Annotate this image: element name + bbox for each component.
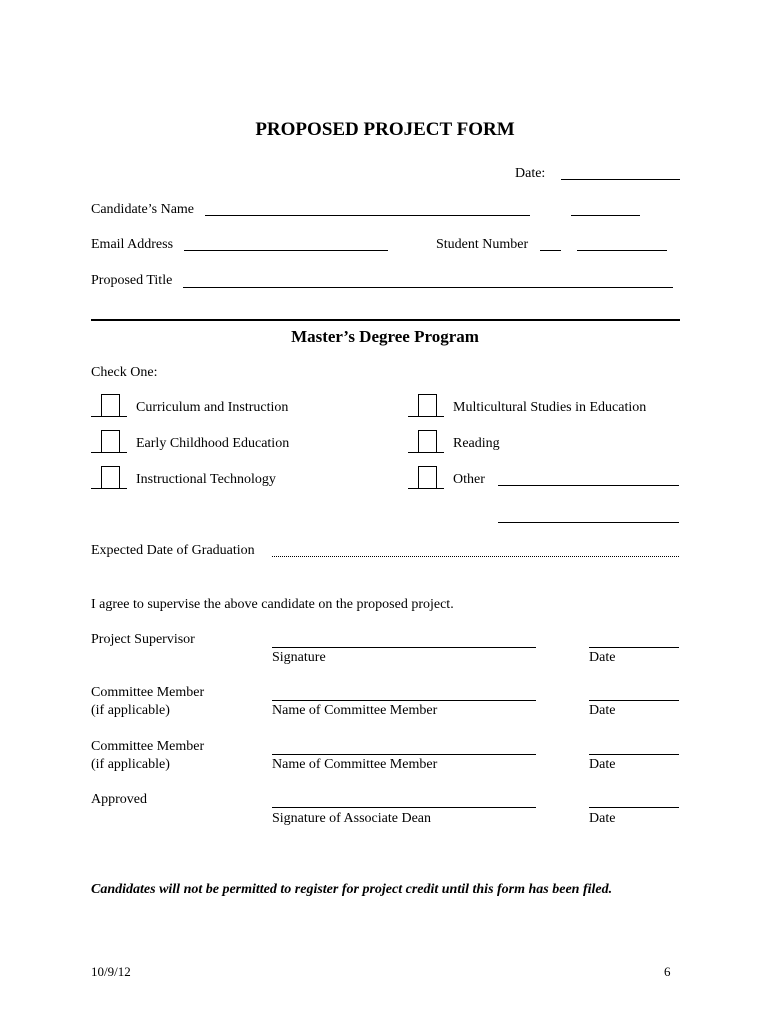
instructional-tech-option-label: Instructional Technology: [136, 472, 276, 487]
committee-2-name-field[interactable]: [272, 754, 536, 755]
proposed-title-field[interactable]: [183, 287, 673, 288]
supervisor-date-caption: Date: [589, 650, 616, 665]
email-field[interactable]: [184, 250, 388, 251]
candidate-name-field[interactable]: [205, 215, 530, 216]
reading-option-label: Reading: [453, 436, 500, 451]
committee-1-date-field[interactable]: [589, 700, 679, 701]
approved-label: Approved: [91, 792, 147, 807]
early-childhood-checkbox[interactable]: [91, 430, 127, 454]
reading-checkbox[interactable]: [408, 430, 444, 454]
graduation-label: Expected Date of Graduation: [91, 543, 255, 558]
section-divider: [91, 319, 680, 321]
curriculum-checkbox[interactable]: [91, 394, 127, 418]
committee-1-if-applicable: (if applicable): [91, 703, 170, 718]
curriculum-option-label: Curriculum and Instruction: [136, 400, 289, 415]
committee-1-date-caption: Date: [589, 703, 616, 718]
instructional-tech-checkbox[interactable]: [91, 466, 127, 490]
page-number: 6: [664, 964, 671, 979]
email-label: Email Address: [91, 237, 174, 252]
other-option-label: Other: [453, 472, 485, 487]
filing-notice: Candidates will not be permitted to register for project credit until this form has been filed.: [91, 882, 613, 897]
candidate-name-extra-field[interactable]: [571, 215, 640, 216]
committee-1-caption: Name of Committee Member: [272, 703, 438, 718]
student-number-field[interactable]: [577, 250, 667, 251]
supervisor-signature-field[interactable]: [272, 647, 536, 648]
committee-2-if-applicable: (if applicable): [91, 757, 170, 772]
supervisor-label: Project Supervisor: [91, 632, 195, 647]
other-field[interactable]: [498, 485, 679, 486]
footer-date: 10/9/12: [91, 964, 131, 979]
date-label: Date:: [515, 166, 546, 181]
multicultural-checkbox[interactable]: [408, 394, 444, 418]
early-childhood-option-label: Early Childhood Education: [136, 436, 290, 451]
dean-date-field[interactable]: [589, 807, 679, 808]
committee-2-date-field[interactable]: [589, 754, 679, 755]
dean-signature-field[interactable]: [272, 807, 536, 808]
date-field[interactable]: [561, 179, 680, 180]
multicultural-option-label: Multicultural Studies in Education: [453, 400, 647, 415]
committee-1-label: Committee Member: [91, 685, 205, 700]
other-checkbox[interactable]: [408, 466, 444, 490]
program-heading: Master’s Degree Program: [291, 327, 479, 346]
dean-date-caption: Date: [589, 811, 616, 826]
agree-text: I agree to supervise the above candidate on the proposed project.: [91, 597, 454, 612]
graduation-field[interactable]: [272, 556, 679, 557]
dean-caption: Signature of Associate Dean: [272, 811, 432, 826]
committee-2-date-caption: Date: [589, 757, 616, 772]
committee-2-caption: Name of Committee Member: [272, 757, 438, 772]
student-number-label: Student Number: [436, 237, 529, 252]
supervisor-date-field[interactable]: [589, 647, 679, 648]
page-title: PROPOSED PROJECT FORM: [255, 119, 515, 140]
check-one-label: Check One:: [91, 365, 158, 380]
signature-caption: Signature: [272, 650, 326, 665]
other-field-line-2[interactable]: [498, 522, 679, 523]
proposed-title-label: Proposed Title: [91, 273, 173, 288]
candidate-name-label: Candidate’s Name: [91, 202, 195, 217]
committee-2-label: Committee Member: [91, 739, 205, 754]
committee-1-name-field[interactable]: [272, 700, 536, 701]
student-number-prefix-field[interactable]: [540, 250, 561, 251]
